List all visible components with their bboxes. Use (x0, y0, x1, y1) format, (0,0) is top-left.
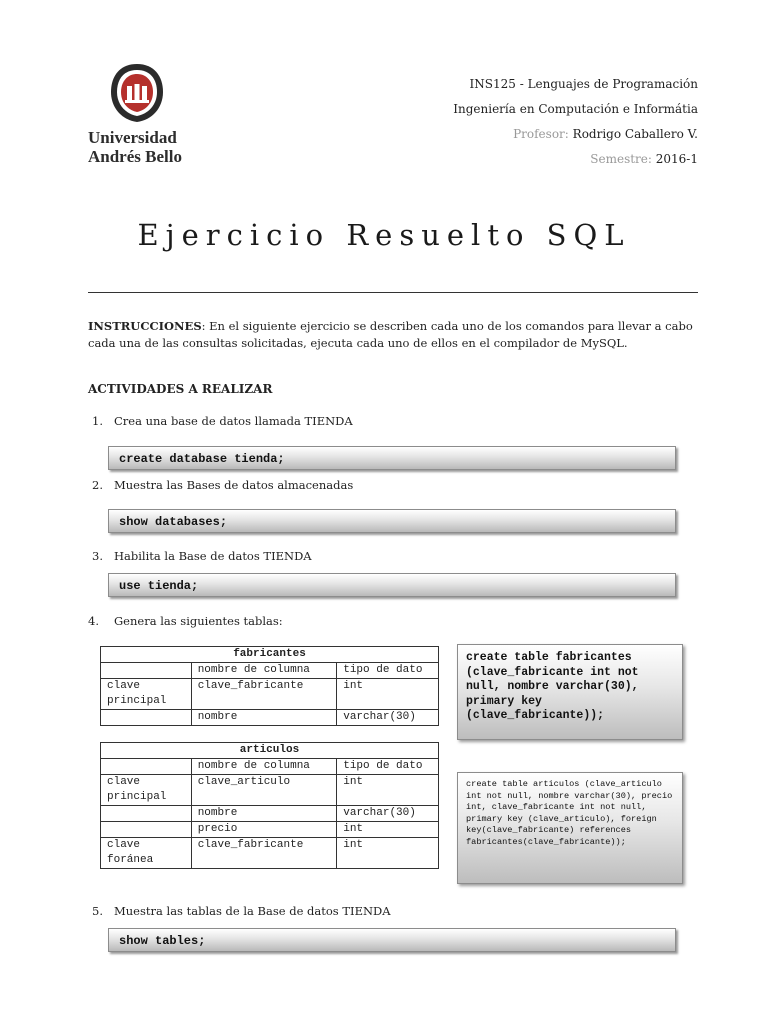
table-header-row (101, 759, 439, 775)
semester-value: 2016-1 (655, 152, 698, 166)
table-row (101, 806, 439, 822)
table-cell: nombre de columna (191, 759, 337, 775)
code-show-databases: show databases; (108, 509, 676, 533)
professor-label: Profesor: (513, 127, 569, 141)
university-logo (88, 62, 198, 166)
course-name: INS125 - Lenguajes de Programación (469, 77, 698, 91)
step-1 (92, 414, 353, 428)
table-cell: clave principal (101, 679, 192, 710)
table-cell: varchar(30) (337, 710, 439, 726)
step-4 (88, 614, 283, 628)
table-cell: precio (191, 822, 337, 838)
table-fabricantes (100, 646, 439, 726)
table-row (101, 822, 439, 838)
step-text: Muestra las Bases de datos almacenadas (114, 478, 354, 492)
table-cell (101, 710, 192, 726)
university-crest-icon (108, 62, 166, 124)
table-row (101, 679, 439, 710)
step-number: 3. (92, 549, 103, 563)
table-cell: varchar(30) (337, 806, 439, 822)
table-cell (101, 759, 192, 775)
step-text: Habilita la Base de datos TIENDA (114, 549, 312, 563)
code-create-database: create database tienda; (108, 446, 676, 470)
step-number: 5. (92, 904, 103, 918)
professor-line (453, 122, 698, 147)
semester-label: Semestre: (590, 152, 652, 166)
table-cell: int (337, 822, 439, 838)
table-header-row (101, 663, 439, 679)
code-use-tienda: use tienda; (108, 573, 676, 597)
career-name: Ingeniería en Computación e Informátia (453, 102, 698, 116)
step-2 (92, 478, 353, 492)
instructions-paragraph (88, 318, 698, 352)
table-cell: tipo de dato (337, 759, 439, 775)
table-cell: clave_fabricante (191, 679, 337, 710)
table-cell: clave foránea (101, 838, 192, 869)
university-name-line1: Universidad (88, 128, 177, 147)
step-text: Muestra las tablas de la Base de datos TIENDA (114, 904, 391, 918)
course-header (453, 72, 698, 172)
table-cell: clave_articulo (191, 775, 337, 806)
table-cell: nombre (191, 710, 337, 726)
page-title: Ejercicio Resuelto SQL (137, 218, 631, 252)
step-number: 2. (92, 478, 103, 492)
title-divider (88, 292, 698, 293)
professor-name: Rodrigo Caballero V. (572, 127, 698, 141)
table-cell: int (337, 679, 439, 710)
step-text: Crea una base de datos llamada TIENDA (114, 414, 353, 428)
step-text: Genera las siguientes tablas: (114, 614, 283, 628)
table-cell: clave principal (101, 775, 192, 806)
instructions-label: INSTRUCCIONES (88, 319, 202, 333)
table-cell: nombre (191, 806, 337, 822)
table-row (101, 710, 439, 726)
step-3 (92, 549, 312, 563)
table-cell: nombre de columna (191, 663, 337, 679)
table-cell: clave_fabricante (191, 838, 337, 869)
table-row (101, 838, 439, 869)
code-create-articulos: create table articulos (clave_articulo int not null, nombre varchar(30), precio int, clave_fabricante int not null, primary key (clave_articulo), foreign key(clave_fabricante) references fabricantes(clave_fabricante)); (457, 772, 683, 884)
step-number: 4. (88, 614, 99, 628)
table-row (101, 775, 439, 806)
table-cell: tipo de dato (337, 663, 439, 679)
step-5 (92, 904, 391, 918)
activities-heading: ACTIVIDADES A REALIZAR (88, 382, 273, 396)
table-title: articulos (101, 743, 439, 759)
table-cell: int (337, 775, 439, 806)
university-name-line2: Andrés Bello (88, 147, 182, 166)
code-show-tables: show tables; (108, 928, 676, 952)
table-cell (101, 822, 192, 838)
table-cell (101, 663, 192, 679)
table-title: fabricantes (101, 647, 439, 663)
table-articulos (100, 742, 439, 869)
table-cell: int (337, 838, 439, 869)
instructions-text: : En el siguiente ejercicio se describen cada uno de los comandos para llevar a cabo cada una de las consultas solicitadas, ejecuta cada uno de ellos en el compilador de MySQL. (88, 319, 693, 350)
step-number: 1. (92, 414, 103, 428)
table-cell (101, 806, 192, 822)
semester-line (453, 147, 698, 172)
code-create-fabricantes: create table fabricantes (clave_fabricante int not null, nombre varchar(30), primary key (clave_fabricante)); (457, 644, 683, 740)
